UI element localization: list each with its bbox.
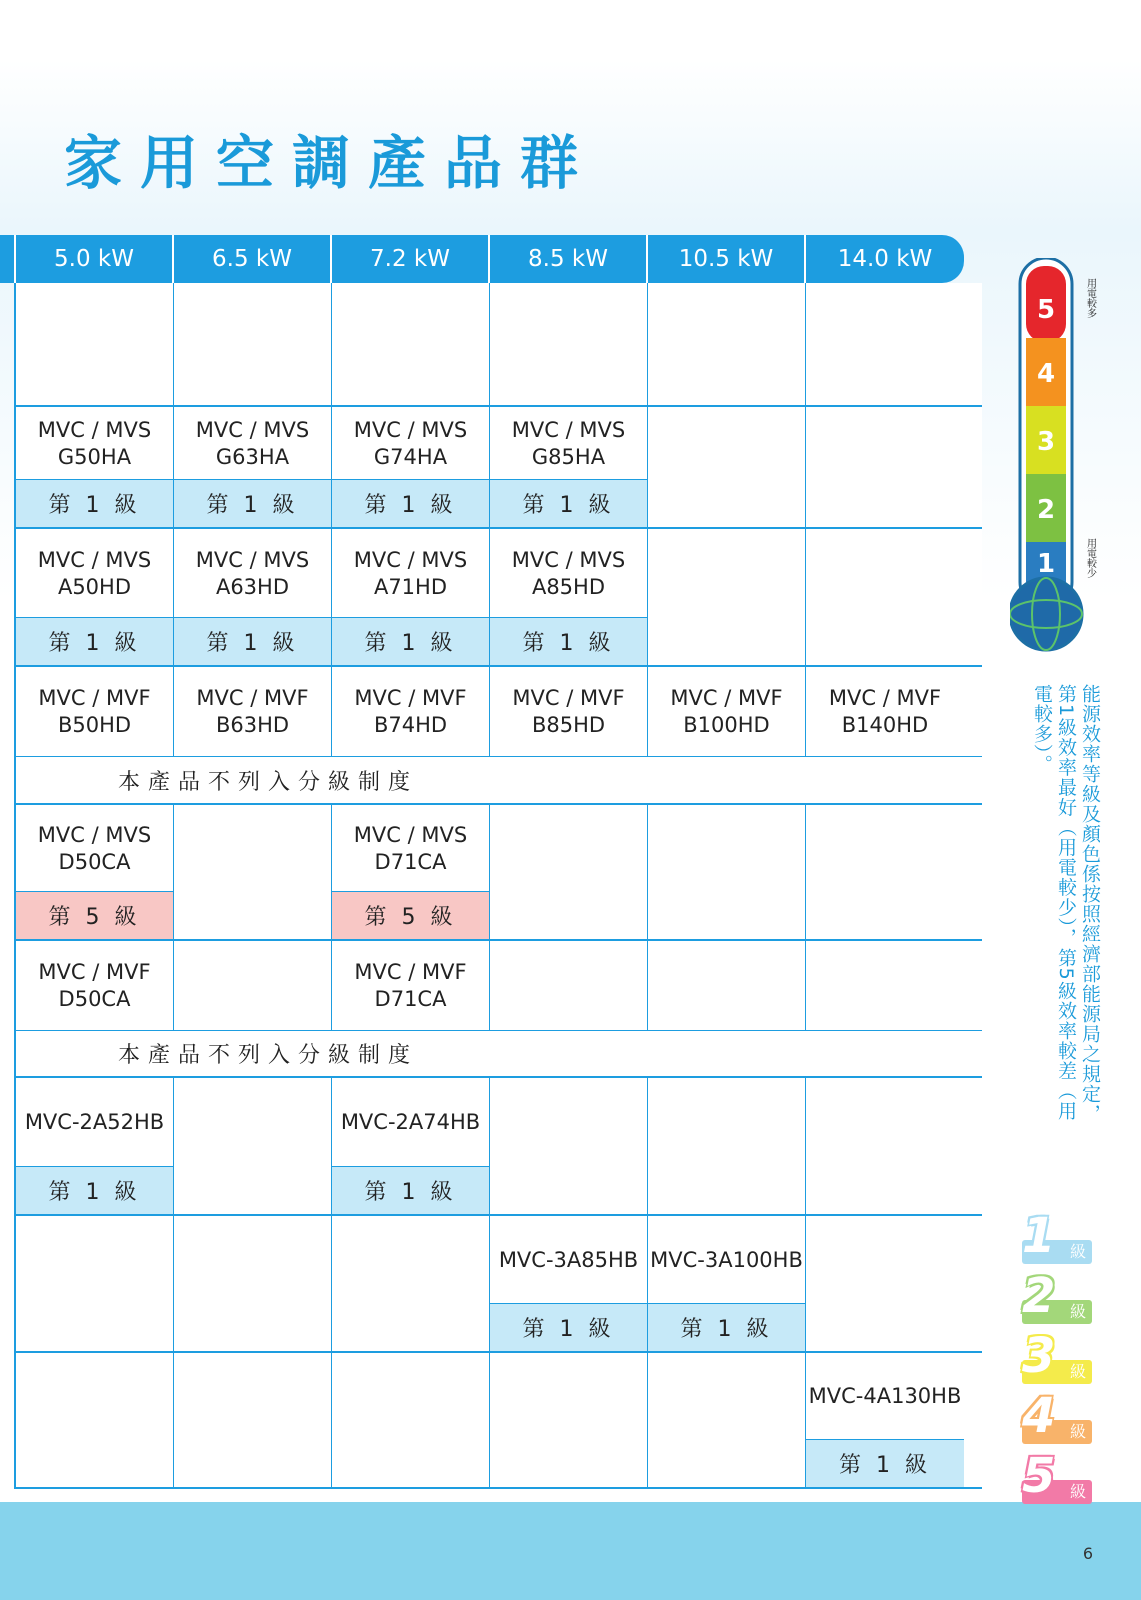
level-label: 5 — [1036, 295, 1056, 325]
header-8-5kw: 8.5 kW — [488, 235, 646, 283]
grade-suffix: 級 — [1070, 1242, 1087, 1261]
model-name: MVC-2A74HB — [340, 1110, 481, 1134]
globe-icon — [1010, 578, 1082, 650]
table-cell — [490, 407, 648, 527]
model-name: MVC / MVS D50CA — [37, 822, 152, 874]
table-row — [16, 756, 982, 803]
model-name: MVC / MVS G50HA — [37, 417, 152, 469]
table-row — [16, 1076, 982, 1214]
model-name: MVC / MVF D50CA — [38, 959, 151, 1011]
table-cell — [332, 529, 490, 665]
model-name: MVC / MVS A50HD — [37, 547, 152, 599]
table-cell — [490, 529, 648, 665]
grade-badge: 第 1 級 — [174, 617, 331, 665]
table-row — [16, 1214, 982, 1351]
grade-badge: 第 1 級 — [332, 479, 489, 527]
grade-badge: 第 1 級 — [174, 479, 331, 527]
table-row — [16, 803, 982, 939]
grade-badge: 第 1 級 — [806, 1439, 964, 1487]
model-name: MVC-3A100HB — [650, 1247, 803, 1272]
grade-suffix: 級 — [1070, 1482, 1087, 1501]
grade-badge: 第 1 級 — [16, 1166, 173, 1214]
table-cell — [16, 529, 174, 665]
model-name: MVC / MVF B63HD — [196, 685, 309, 737]
grade-number: 3 — [1022, 1328, 1056, 1384]
grade-badge: 第 1 級 — [490, 617, 647, 665]
level-label: 1 — [1036, 549, 1056, 579]
model-name: MVC / MVS D71CA — [353, 822, 468, 874]
grade-badge: 第 5 級 — [332, 891, 489, 939]
grade-badge: 第 1 級 — [490, 1303, 647, 1351]
more-power-label: 用電較多 — [1084, 278, 1096, 318]
not-rated-note: 本產品不列入分級制度 — [118, 769, 419, 795]
model-name: MVC / MVF B85HD — [512, 685, 625, 737]
page-title: 家用空調產品群 — [64, 129, 597, 197]
model-name: MVC-2A52HB — [24, 1110, 165, 1134]
table-row — [16, 527, 982, 665]
table-row — [16, 283, 982, 405]
model-name: MVC / MVS A63HD — [195, 547, 310, 599]
grade-badge: 第 1 級 — [16, 479, 173, 527]
table-row — [16, 665, 982, 756]
grade-suffix: 級 — [1070, 1422, 1087, 1441]
table-header-row — [0, 235, 982, 283]
header-stub — [0, 235, 14, 283]
grade-number: 1 — [1022, 1208, 1056, 1264]
model-name: MVC / MVF B74HD — [354, 685, 467, 737]
model-name: MVC-3A85HB — [498, 1247, 639, 1272]
grade-badge: 第 1 級 — [332, 1166, 489, 1214]
grade-number: 2 — [1022, 1268, 1056, 1324]
header-7-2kw: 7.2 kW — [330, 235, 488, 283]
header-10-5kw: 10.5 kW — [646, 235, 804, 283]
energy-thermometer-icon — [1010, 258, 1110, 668]
grade-suffix: 級 — [1070, 1362, 1087, 1381]
table-cell — [16, 407, 174, 527]
table-row — [16, 1030, 982, 1076]
model-name: MVC / MVF B140HD — [828, 685, 942, 737]
model-name: MVC / MVS G85HA — [511, 417, 626, 469]
page-number: 6 — [1082, 1544, 1093, 1563]
grade-number: 4 — [1022, 1388, 1056, 1444]
header-14kw: 14.0 kW — [804, 235, 964, 283]
footer-band — [0, 1502, 1141, 1600]
grade-2-badge — [1022, 1268, 1092, 1324]
level-label: 4 — [1036, 359, 1056, 389]
table-row — [16, 405, 982, 527]
level-label: 2 — [1036, 495, 1056, 525]
header-5kw: 5.0 kW — [14, 235, 172, 283]
grade-badge: 第 1 級 — [648, 1303, 805, 1351]
model-name: MVC / MVS A71HD — [353, 547, 468, 599]
model-name: MVC / MVF B50HD — [38, 685, 151, 737]
grade-badge: 第 1 級 — [16, 617, 173, 665]
grade-badge: 第 1 級 — [490, 479, 647, 527]
grade-3-badge — [1022, 1328, 1092, 1384]
grade-4-badge — [1022, 1388, 1092, 1444]
table-row — [16, 1351, 982, 1487]
grade-badge: 第 5 級 — [16, 891, 173, 939]
model-name: MVC / MVS G63HA — [195, 417, 310, 469]
table-cell — [332, 407, 490, 527]
model-name: MVC-4A130HB — [808, 1384, 962, 1408]
table-row — [16, 939, 982, 1030]
product-table — [0, 235, 982, 1489]
table-body — [14, 283, 982, 1489]
grade-number: 5 — [1022, 1448, 1056, 1504]
not-rated-note: 本產品不列入分級制度 — [118, 1043, 419, 1068]
grade-suffix: 級 — [1070, 1302, 1087, 1321]
energy-rating-note: 能源效率等級及顏色係按照經濟部能源局之規定，第1級效率最好（用電較少），第5級效率較差（用電較多）。 — [1031, 684, 1101, 1124]
model-name: MVC / MVF D71CA — [354, 959, 467, 1011]
model-name: MVC / MVS G74HA — [353, 417, 468, 469]
model-name: MVC / MVF B100HD — [670, 685, 783, 737]
model-name: MVC / MVS A85HD — [511, 547, 626, 599]
grade-badge: 第 1 級 — [332, 617, 489, 665]
grade-5-badge — [1022, 1448, 1092, 1504]
table-cell — [174, 529, 332, 665]
grade-1-badge — [1022, 1208, 1092, 1264]
level-label: 3 — [1036, 427, 1056, 457]
header-6-5kw: 6.5 kW — [172, 235, 330, 283]
table-cell — [174, 407, 332, 527]
less-power-label: 用電較少 — [1084, 538, 1096, 578]
